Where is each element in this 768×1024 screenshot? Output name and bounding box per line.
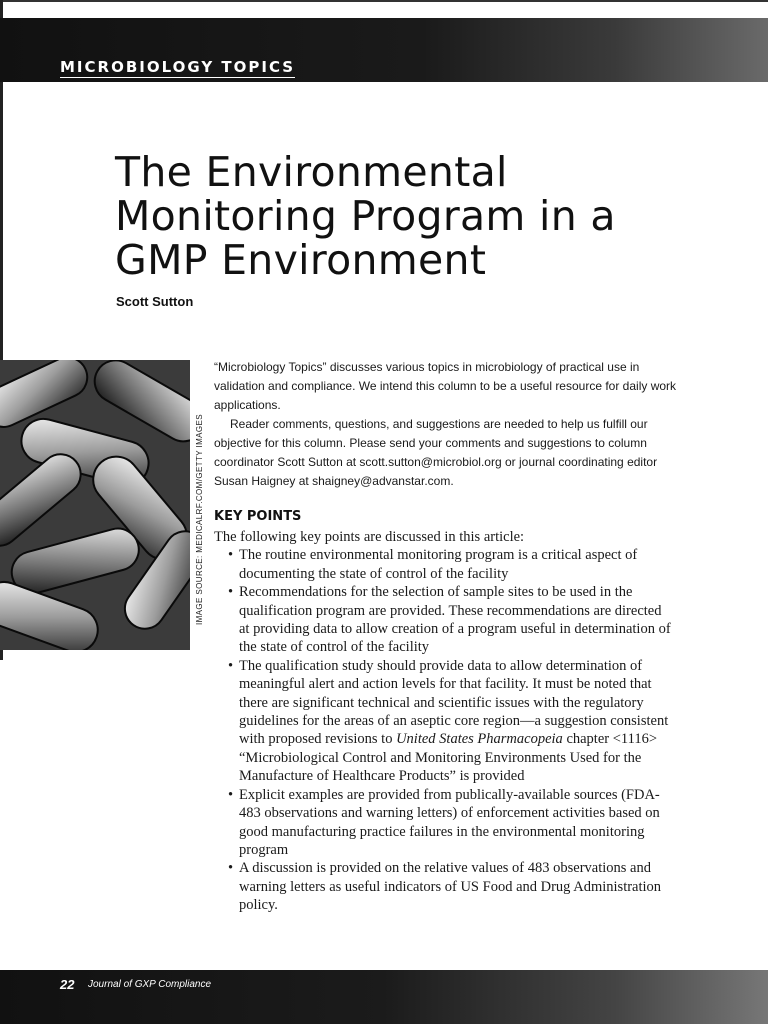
- key-point-item: [228, 657, 674, 786]
- section-header-band: [0, 18, 768, 82]
- bacteria-illustration: [0, 360, 190, 650]
- article-title: [115, 150, 715, 282]
- key-point-item: • A discussion is provided on the relative values of 483 observations and warning letters as useful indicators of US Food and Drug Administration policy.: [228, 859, 674, 914]
- key-points-body: [214, 528, 674, 915]
- key-point-item: • Explicit examples are provided from publically-available sources (FDA-483 observations and warning letters) of enforcement activities based on good manufacturing practice failures in the environmental monitoring program: [228, 786, 674, 860]
- journal-name: Journal of GXP Compliance: [88, 979, 212, 990]
- title-line-1: The Environmental: [115, 148, 508, 196]
- microbe-photo: [0, 360, 190, 650]
- key-point-text-tail: chapter <1116> “Microbiological Control and Monitoring Environments Used for the Manufacture of Healthcare Products” is provided: [239, 731, 658, 785]
- title-line-3: GMP Environment: [115, 236, 487, 284]
- page-number: 22: [60, 977, 75, 992]
- usp-title: United States Pharmacopeia: [396, 731, 563, 748]
- page-footer: [0, 970, 768, 1024]
- key-points-heading: KEY POINTS: [214, 509, 302, 524]
- key-points-list: [214, 546, 674, 914]
- intro-paragraph: Reader comments, questions, and suggestions are needed to help us fulfill our objective for this column. Please send your comments and suggestions to column coordinator Scott Sutton at scott.sutton@microbiol.org or journal coordinating editor Susan Haigney at shaigney@advanstar.com.: [214, 417, 658, 488]
- key-points-lead: The following key points are discussed in this article:: [214, 529, 525, 545]
- photo-credit: IMAGE SOURCE: MEDICALRF.COM/GETTY IMAGES: [195, 414, 204, 625]
- top-rule: [0, 0, 768, 2]
- key-point-text: The qualification study should provide data to allow determination of meaningful alert and action levels for that facility. It must be noted that there are significant technical and scientific issues with the regulatory guidelines for the areas of an aseptic core region—a suggestion consistent with proposed revisions to: [239, 657, 669, 748]
- section-label: MICROBIOLOGY TOPICS: [60, 58, 296, 76]
- author-byline: Scott Sutton: [116, 294, 194, 309]
- key-point-item: • Recommendations for the selection of sample sites to be used in the qualification program are provided. These recommendations are directed at providing data to allow creation of a program useful in determination of the state of control of the facility: [228, 583, 674, 657]
- intro-paragraph: “Microbiology Topics” discusses various topics in microbiology of practical use in validation and compliance. We intend this column to be a useful resource for daily work applications.: [214, 360, 677, 412]
- title-line-2: Monitoring Program in a: [115, 192, 616, 240]
- key-point-item: • The routine environmental monitoring program is a critical aspect of documenting the state of control of the facility: [228, 546, 674, 583]
- column-intro: [214, 358, 684, 491]
